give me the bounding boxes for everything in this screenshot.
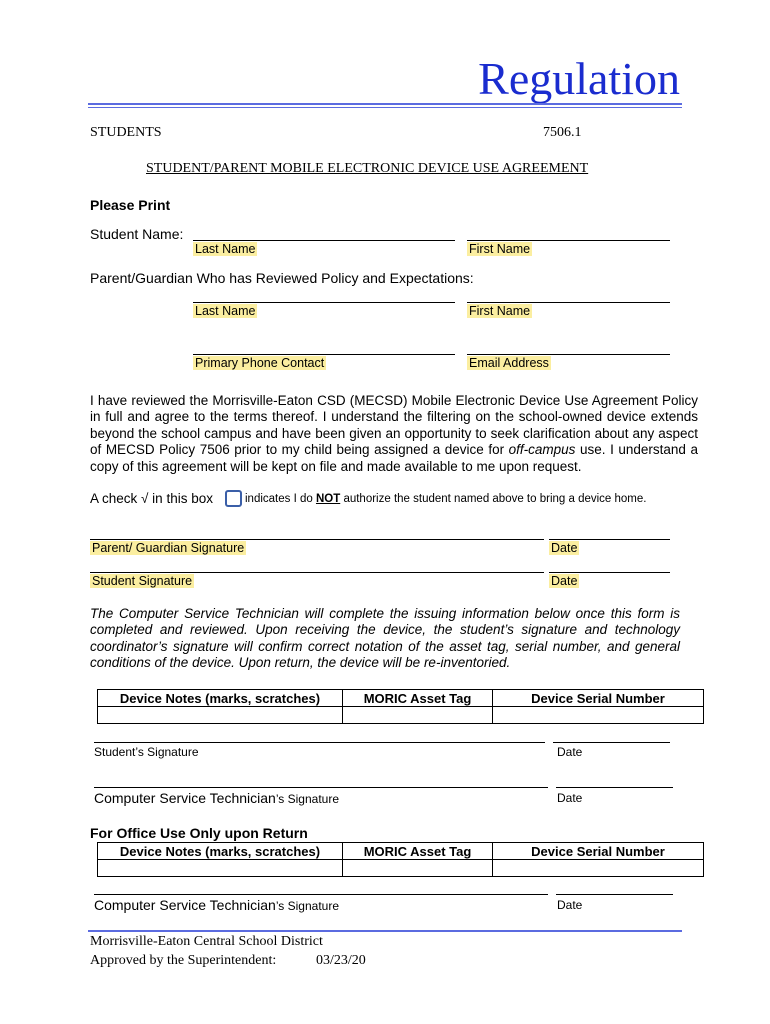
office-use-heading: For Office Use Only upon Return <box>90 825 308 841</box>
serial-number-header: Device Serial Number <box>493 690 704 707</box>
document-title: STUDENT/PARENT MOBILE ELECTRONIC DEVICE USE AGREEMENT <box>146 161 589 176</box>
serial-number-cell[interactable] <box>493 707 704 724</box>
student-last-name-label: Last Name <box>195 242 256 256</box>
return-tech-date-label: Date <box>557 898 583 912</box>
device-notes-cell[interactable] <box>98 707 343 724</box>
please-print-label: Please Print <box>90 197 171 213</box>
check-not-text: NOT <box>315 493 341 505</box>
footer-approved: Approved by the Superintendent: <box>90 953 277 968</box>
issue-student-signature-field[interactable] <box>94 742 545 743</box>
device-return-table <box>97 842 704 877</box>
email-label: Email Address <box>469 356 549 370</box>
footer-rule <box>88 930 682 932</box>
return-asset-tag-cell[interactable] <box>343 860 493 877</box>
no-home-checkbox[interactable] <box>225 490 242 507</box>
student-first-name-label: First Name <box>469 242 531 256</box>
return-serial-number-header: Device Serial Number <box>493 843 704 860</box>
issue-tech-signature-label <box>94 790 339 808</box>
regulation-title: Regulation <box>478 53 680 104</box>
agreement-paragraph <box>90 393 698 475</box>
parent-guardian-label: Parent/Guardian Who has Reviewed Policy and Expectations: <box>90 270 474 286</box>
student-date-field[interactable] <box>549 572 670 573</box>
student-first-name-field[interactable] <box>467 240 670 241</box>
section-label: STUDENTS <box>90 125 162 140</box>
return-serial-number-cell[interactable] <box>493 860 704 877</box>
email-field[interactable] <box>467 354 670 355</box>
issue-tech-date-field[interactable] <box>556 787 673 788</box>
parent-last-name-field[interactable] <box>193 302 455 303</box>
check-instruction: A check √ in this box <box>90 491 213 506</box>
parent-signature-field[interactable] <box>90 539 544 540</box>
device-issue-table <box>97 689 704 724</box>
issue-tech-label-b: ’s Signature <box>275 792 339 806</box>
phone-field[interactable] <box>193 354 455 355</box>
header-rule-thin <box>88 107 682 108</box>
student-signature-field[interactable] <box>90 572 544 573</box>
return-asset-tag-header: MORIC Asset Tag <box>343 843 493 860</box>
parent-date-label: Date <box>551 541 578 555</box>
return-tech-label-a: Computer Service Technician <box>94 897 276 913</box>
return-tech-date-field[interactable] <box>556 894 673 895</box>
return-device-notes-header: Device Notes (marks, scratches) <box>98 843 343 860</box>
issue-tech-label-a: Computer Service Technician <box>94 790 276 806</box>
parent-first-name-field[interactable] <box>467 302 670 303</box>
agreement-text-end: use. I understand a copy of this agreement will be kept on file and made available to me upon request. <box>90 442 698 474</box>
parent-last-name-label: Last Name <box>195 304 256 318</box>
issue-student-date-label: Date <box>557 745 583 759</box>
asset-tag-header: MORIC Asset Tag <box>343 690 493 707</box>
return-tech-label-b: ’s Signature <box>275 899 339 913</box>
header-rule <box>88 103 682 105</box>
agreement-text: I have reviewed the Morrisville-Eaton CSD (MECSD) Mobile Electronic Device Use Agreement Policy in full and agree to the terms thereof. I understand the filtering on the school-owned device extends beyond the school campus and have been given an opportunity to seek clarification about any aspect of MECSD Policy 7506 prior to my child being assigned a device for <box>90 393 698 458</box>
device-notes-header: Device Notes (marks, scratches) <box>98 690 343 707</box>
return-device-notes-cell[interactable] <box>98 860 343 877</box>
footer-district: Morrisville-Eaton Central School District <box>90 934 323 949</box>
asset-tag-cell[interactable] <box>343 707 493 724</box>
agreement-italic: off-campus <box>508 442 576 458</box>
student-date-label: Date <box>551 574 578 588</box>
student-last-name-field[interactable] <box>193 240 455 241</box>
issue-student-date-field[interactable] <box>553 742 670 743</box>
issue-student-signature-label: Student’s Signature <box>94 745 199 759</box>
return-tech-signature-field[interactable] <box>94 894 548 895</box>
parent-first-name-label: First Name <box>469 304 531 318</box>
return-tech-signature-label <box>94 897 339 915</box>
footer-date: 03/23/20 <box>316 953 366 968</box>
issue-tech-date-label: Date <box>557 791 583 805</box>
student-signature-label: Student Signature <box>92 574 193 588</box>
policy-code: 7506.1 <box>543 125 582 140</box>
phone-label: Primary Phone Contact <box>195 356 325 370</box>
technician-note: The Computer Service Technician will complete the issuing information below once this form is completed and reviewed. Upon receiving the device, the student’s signature and technology coordinator’s signature will confirm correct notation of the asset tag, serial number, and general conditions of the device. Upon return, the device will be re-inventoried. <box>90 606 680 671</box>
student-name-label: Student Name: <box>90 226 184 242</box>
check-after-text: indicates I do <box>245 493 316 505</box>
parent-signature-label: Parent/ Guardian Signature <box>92 541 245 555</box>
parent-date-field[interactable] <box>549 539 670 540</box>
check-end-text: authorize the student named above to bring a device home. <box>340 493 647 505</box>
issue-tech-signature-field[interactable] <box>94 787 548 788</box>
check-explanation <box>245 493 646 505</box>
